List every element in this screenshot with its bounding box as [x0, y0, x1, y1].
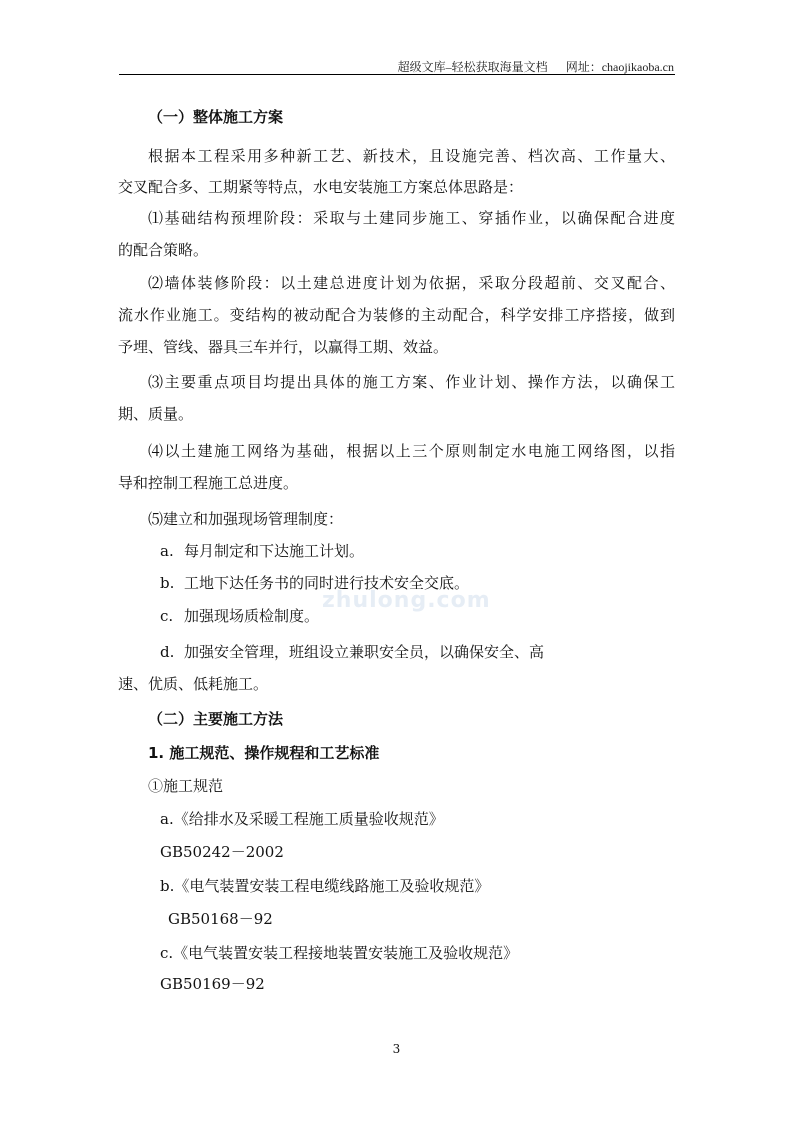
- paragraph-line: ⑵墙体装修阶段：以土建总进度计划为依据，采取分段超前、交叉配合、: [148, 274, 675, 292]
- list-text: 加强安全管理，班组设立兼职安全员，以确保安全、高: [184, 643, 545, 661]
- paragraph-line: 的配合策略。: [118, 241, 209, 259]
- spec-code: GB50168－92: [168, 910, 273, 928]
- paragraph-line: ⑶主要重点项目均提出具体的施工方案、作业计划、操作方法，以确保工: [148, 373, 675, 391]
- list-label: b.: [160, 574, 175, 592]
- paragraph-line: ⑴基础结构预埋阶段：采取与土建同步施工、穿插作业，以确保配合进度: [148, 209, 675, 227]
- paragraph-line: ⑸建立和加强现场管理制度：: [148, 510, 344, 528]
- list-item: [160, 642, 544, 662]
- page-header: [380, 58, 674, 75]
- subsection-heading: 1. 施工规范、操作规程和工艺标准: [148, 744, 380, 762]
- spec-name: c.《电气装置安装工程接地装置安装施工及验收规范》: [160, 944, 519, 962]
- paragraph-line: 交叉配合多、工期紧等特点，水电安装施工方案总体思路是：: [118, 178, 524, 196]
- list-item: [160, 541, 364, 561]
- list-item: [160, 606, 319, 626]
- list-text: 工地下达任务书的同时进行技术安全交底。: [184, 574, 470, 592]
- paragraph-line: 导和控制工程施工总进度。: [118, 474, 299, 492]
- sub-heading: ①施工规范: [148, 777, 224, 795]
- paragraph-line: 流水作业施工。变结构的被动配合为装修的主动配合，科学安排工序搭接，做到: [118, 306, 675, 324]
- list-label: d.: [160, 643, 175, 661]
- section-heading-1: （一）整体施工方案: [148, 108, 284, 126]
- watermark: zhulong.com: [322, 588, 491, 613]
- paragraph-line: 期、质量。: [118, 405, 194, 423]
- paragraph-line: 根据本工程采用多种新工艺、新技术，且设施完善、档次高、工作量大、: [148, 147, 675, 165]
- section-heading-2: （二）主要施工方法: [148, 710, 284, 728]
- header-rule: [119, 74, 675, 75]
- paragraph-line: ⑷以土建施工网络为基础，根据以上三个原则制定水电施工网络图，以指: [148, 442, 675, 460]
- spec-code: GB50242－2002: [160, 843, 284, 861]
- list-label: a.: [160, 542, 174, 560]
- paragraph-line: 予埋、管线、器具三车并行，以赢得工期、效益。: [118, 338, 449, 356]
- header-site-name: 超级文库–轻松获取海量文档: [397, 60, 548, 74]
- list-text: 每月制定和下达施工计划。: [184, 542, 365, 560]
- spec-code: GB50169－92: [160, 975, 265, 993]
- list-item: [160, 573, 469, 593]
- list-text: 加强现场质检制度。: [184, 607, 320, 625]
- spec-name: b.《电气装置安装工程电缆线路施工及验收规范》: [160, 877, 490, 895]
- paragraph-line: 速、优质、低耗施工。: [118, 675, 269, 693]
- spec-name: a.《给排水及采暖工程施工质量验收规范》: [160, 810, 444, 828]
- page-number: 3: [392, 1042, 401, 1056]
- list-label: c.: [160, 607, 174, 625]
- header-url: 网址：chaojikaoba.cn: [565, 60, 674, 74]
